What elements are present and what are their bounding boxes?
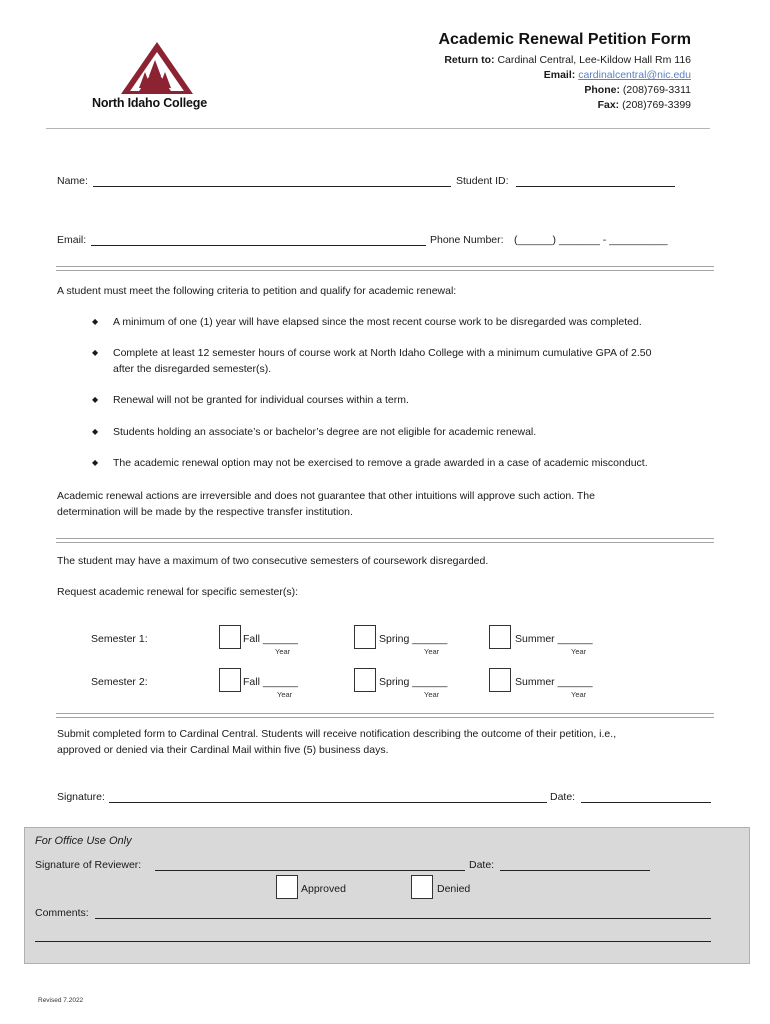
semester-1-spring-checkbox[interactable] xyxy=(354,625,376,649)
fax-contact-value: (208)769-3399 xyxy=(622,99,691,111)
header-divider xyxy=(46,128,710,129)
criteria-item-2: Complete at least 12 semester hours of course work at North Idaho College with a minimum cumulative GPA of 2.50 xyxy=(113,347,652,359)
criteria-item-3: Renewal will not be granted for individual courses within a term. xyxy=(113,394,409,406)
signature-date-label: Date: xyxy=(550,791,576,803)
renewal-note-line1: Academic renewal actions are irreversible and does not guarantee that other intuitions will approve such action. The xyxy=(57,490,595,502)
semester-2-summer-label: Summer ______ xyxy=(515,676,593,688)
reviewer-signature-field[interactable] xyxy=(155,870,465,871)
criteria-item-2-cont: after the disregarded semester(s). xyxy=(113,363,272,375)
semester-1-spring-label: Spring ______ xyxy=(379,633,448,645)
email-contact-line xyxy=(544,68,691,83)
email-contact-link[interactable]: cardinalcentral@nic.edu xyxy=(578,69,691,81)
semester-1-fall-checkbox[interactable] xyxy=(219,625,241,649)
phone-contact-line xyxy=(584,83,691,98)
bullet-icon: ◆ xyxy=(92,317,99,326)
student-id-field[interactable] xyxy=(516,186,675,187)
year-caption: Year xyxy=(424,690,440,699)
phone-contact-label: Phone: xyxy=(584,84,620,96)
year-caption: Year xyxy=(571,690,587,699)
semester-2-spring-label: Spring ______ xyxy=(379,676,448,688)
form-title: Academic Renewal Petition Form xyxy=(438,31,691,48)
return-to-line xyxy=(444,53,691,68)
semester-1-label: Semester 1: xyxy=(91,633,148,645)
return-label: Return to: xyxy=(444,54,495,66)
comments-label: Comments: xyxy=(35,907,89,919)
semester-2-fall-checkbox[interactable] xyxy=(219,668,241,692)
revision-note: Revised 7.2022 xyxy=(38,997,84,1004)
email-contact-label: Email: xyxy=(543,69,576,81)
section-divider-1 xyxy=(56,266,714,271)
year-caption: Year xyxy=(277,690,293,699)
criteria-item-5: The academic renewal option may not be exercised to remove a grade awarded in a case of academic misconduct. xyxy=(113,457,648,469)
semester-1-summer-checkbox[interactable] xyxy=(489,625,511,649)
phone-field[interactable]: (______) _______ - __________ xyxy=(514,234,668,246)
criteria-item-1: A minimum of one (1) year will have elapsed since the most recent course work to be disregarded was completed. xyxy=(113,316,642,328)
phone-label: Phone Number: xyxy=(430,234,504,246)
criteria-item-4: Students holding an associate’s or bachelor’s degree are not eligible for academic renewal. xyxy=(113,426,537,438)
semester-2-summer-checkbox[interactable] xyxy=(489,668,511,692)
bullet-icon: ◆ xyxy=(92,348,99,357)
comments-field-line1[interactable] xyxy=(95,918,711,919)
year-caption: Year xyxy=(275,647,291,656)
email-field[interactable] xyxy=(91,245,426,246)
submit-note-line1: Submit completed form to Cardinal Central. Students will receive notification describing the outcome of their petition, i.e., xyxy=(57,728,617,740)
bullet-icon: ◆ xyxy=(92,427,99,436)
semester-1-summer-label: Summer ______ xyxy=(515,633,593,645)
approved-checkbox[interactable] xyxy=(276,875,298,899)
student-id-label: Student ID: xyxy=(456,175,509,187)
email-label: Email: xyxy=(57,234,87,246)
approved-label: Approved xyxy=(301,883,346,895)
phone-contact-value: (208)769-3311 xyxy=(622,84,691,96)
office-use-box xyxy=(24,827,750,964)
submit-note-line2: approved or denied via their Cardinal Mail within five (5) business days. xyxy=(57,744,389,756)
semester-2-label: Semester 2: xyxy=(91,676,148,688)
criteria-intro: A student must meet the following criteria to petition and qualify for academic renewal: xyxy=(57,285,457,297)
semester-2-spring-checkbox[interactable] xyxy=(354,668,376,692)
fax-contact-line xyxy=(598,98,691,113)
return-value: Cardinal Central, Lee-Kildow Hall Rm 116 xyxy=(497,54,691,66)
name-field[interactable] xyxy=(93,186,451,187)
max-semesters-note: The student may have a maximum of two consecutive semesters of coursework disregarded. xyxy=(57,555,489,567)
year-caption: Year xyxy=(571,647,587,656)
signature-date-field[interactable] xyxy=(581,802,711,803)
section-divider-2 xyxy=(56,538,714,543)
signature-field[interactable] xyxy=(109,802,547,803)
reviewer-signature-label: Signature of Reviewer: xyxy=(35,859,142,871)
fax-contact-label: Fax: xyxy=(597,99,620,111)
request-label: Request academic renewal for specific semester(s): xyxy=(57,586,299,598)
bullet-icon: ◆ xyxy=(92,395,99,404)
denied-label: Denied xyxy=(437,883,471,895)
year-caption: Year xyxy=(424,647,440,656)
office-use-heading: For Office Use Only xyxy=(35,835,132,847)
reviewer-date-label: Date: xyxy=(469,859,495,871)
renewal-note-line2: determination will be made by the respective transfer institution. xyxy=(57,506,353,518)
bullet-icon: ◆ xyxy=(92,458,99,467)
name-label: Name: xyxy=(57,175,88,187)
section-divider-3 xyxy=(56,713,714,718)
signature-label: Signature: xyxy=(57,791,105,803)
semester-2-fall-label: Fall ______ xyxy=(243,676,298,688)
comments-field-line2[interactable] xyxy=(35,941,711,942)
denied-checkbox[interactable] xyxy=(411,875,433,899)
reviewer-date-field[interactable] xyxy=(500,870,650,871)
semester-1-fall-label: Fall ______ xyxy=(243,633,298,645)
logo-text: North Idaho College xyxy=(92,96,207,110)
